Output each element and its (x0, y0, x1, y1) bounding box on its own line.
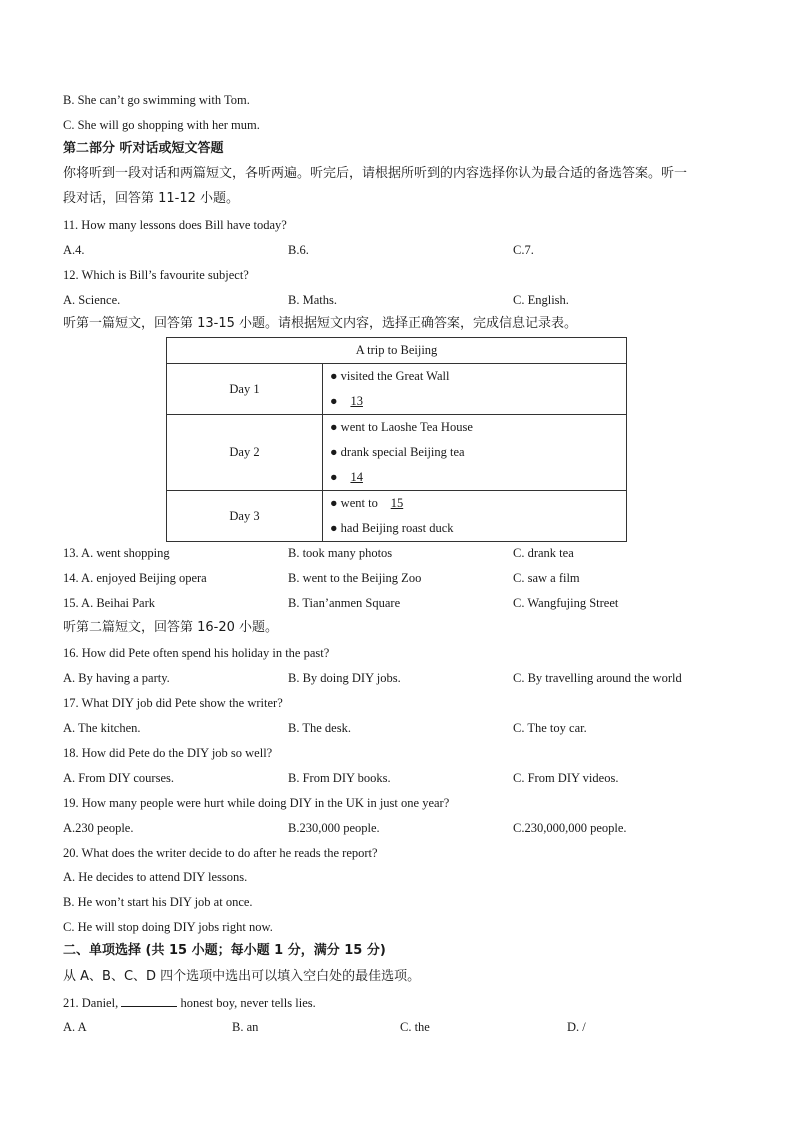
q15-option-b: B. Tian’anmen Square (288, 596, 401, 610)
q12-option-c: C. English. (513, 293, 569, 307)
day2-item3 (330, 465, 626, 490)
q21-option-a: A. A (63, 1020, 87, 1034)
blank-13: 13 (350, 394, 363, 408)
blank-15: 15 (390, 496, 404, 510)
q19-option-b: B.230,000 people. (288, 821, 380, 835)
day1-items (323, 364, 627, 415)
q11-option-b: B.6. (288, 243, 309, 257)
day2-item1: ● went to Laoshe Tea House (330, 420, 473, 434)
q12-option-b: B. Maths. (288, 293, 337, 307)
day1-label: Day 1 (167, 364, 323, 415)
q10-option-c: C. She will go shopping with her mum. (63, 118, 260, 132)
q16-option-c: C. By travelling around the world (513, 671, 682, 685)
question-20: 20. What does the writer decide to do after he reads the report? (63, 846, 378, 860)
q12-option-a: A. Science. (63, 293, 121, 307)
q20-option-b: B. He won’t start his DIY job at once. (63, 895, 253, 909)
day3-label: Day 3 (167, 491, 323, 542)
part2-heading: 第二部分 听对话或短文答题 (63, 141, 224, 156)
question-19: 19. How many people were hurt while doing DIY in the UK in just one year? (63, 796, 450, 810)
day2-item2: ● drank special Beijing tea (330, 445, 465, 459)
q21-text-start: 21. Daniel, (63, 996, 122, 1010)
q17-option-a: A. The kitchen. (63, 721, 141, 735)
day2-items (323, 415, 627, 491)
table-title: A trip to Beijing (167, 338, 627, 364)
q18-option-c: C. From DIY videos. (513, 771, 619, 785)
q13-option-c: C. drank tea (513, 546, 574, 560)
part2-instruction-line1: 你将听到一段对话和两篇短文，各听两遍。听完后，请根据所听到的内容选择你认为最合适的备选答案。听一 (63, 166, 688, 181)
day1-item1: ● visited the Great Wall (330, 369, 450, 383)
q10-option-b: B. She can’t go swimming with Tom. (63, 93, 250, 107)
question-11: 11. How many lessons does Bill have today? (63, 218, 287, 232)
q14-option-b: B. went to the Beijing Zoo (288, 571, 422, 585)
section2-instruction: 从 A、B、C、D 四个选项中选出可以填入空白处的最佳选项。 (63, 969, 421, 984)
q11-option-a: A.4. (63, 243, 85, 257)
went-to-text: ● went to (330, 496, 381, 510)
q14-option-c: C. saw a film (513, 571, 580, 585)
question-21 (63, 994, 316, 1011)
q18-option-b: B. From DIY books. (288, 771, 391, 785)
q17-option-b: B. The desk. (288, 721, 351, 735)
section2-heading: 二、单项选择 (共 15 小题；每小题 1 分，满分 15 分) (63, 943, 386, 958)
part2-instruction-line2: 段对话，回答第 11-12 小题。 (63, 191, 240, 206)
bullet: ● (330, 394, 341, 408)
q11-option-c: C.7. (513, 243, 534, 257)
q17-option-c: C. The toy car. (513, 721, 587, 735)
question-18: 18. How did Pete do the DIY job so well? (63, 746, 273, 760)
day3-item1 (330, 491, 626, 516)
q21-blank (121, 994, 177, 1007)
passage2-instruction: 听第二篇短文，回答第 16-20 小题。 (63, 620, 279, 635)
info-record-table (166, 337, 627, 542)
q15-option-c: C. Wangfujing Street (513, 596, 619, 610)
day2-label: Day 2 (167, 415, 323, 491)
passage1-instruction: 听第一篇短文，回答第 13-15 小题。请根据短文内容，选择正确答案，完成信息记录表。 (63, 316, 578, 331)
question-16: 16. How did Pete often spend his holiday in the past? (63, 646, 330, 660)
question-12: 12. Which is Bill’s favourite subject? (63, 268, 249, 282)
q16-option-b: B. By doing DIY jobs. (288, 671, 401, 685)
q15-option-a: 15. A. Beihai Park (63, 596, 156, 610)
question-17: 17. What DIY job did Pete show the writer? (63, 696, 283, 710)
q14-option-a: 14. A. enjoyed Beijing opera (63, 571, 207, 585)
q18-option-a: A. From DIY courses. (63, 771, 174, 785)
day3-items (323, 491, 627, 542)
blank-14: 14 (350, 470, 363, 484)
q21-text-end: honest boy, never tells lies. (177, 996, 316, 1010)
bullet: ● (330, 470, 341, 484)
day3-item2: ● had Beijing roast duck (330, 521, 454, 535)
day1-item2 (330, 389, 626, 414)
q19-option-a: A.230 people. (63, 821, 134, 835)
q21-option-d: D. / (567, 1020, 586, 1034)
q13-option-b: B. took many photos (288, 546, 393, 560)
q20-option-a: A. He decides to attend DIY lessons. (63, 870, 248, 884)
q16-option-a: A. By having a party. (63, 671, 170, 685)
q20-option-c: C. He will stop doing DIY jobs right now. (63, 920, 273, 934)
q21-option-c: C. the (400, 1020, 430, 1034)
q13-option-a: 13. A. went shopping (63, 546, 170, 560)
q21-option-b: B. an (232, 1020, 259, 1034)
q19-option-c: C.230,000,000 people. (513, 821, 627, 835)
